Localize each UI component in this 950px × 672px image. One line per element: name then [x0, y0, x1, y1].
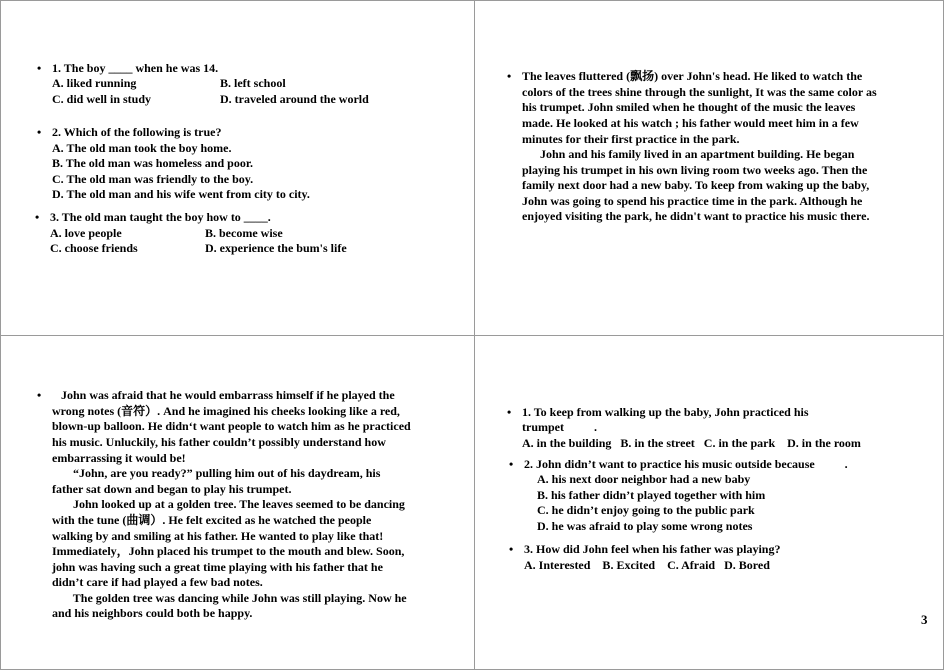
q2-top-option-c: C. The old man was friendly to the boy. — [52, 172, 254, 186]
q1-bottom-options: A. in the building B. in the street C. in the park D. in the room — [522, 436, 861, 450]
passage-right-line-9: John was going to spend his practice time in the park. Although he — [522, 194, 863, 208]
passage-bottom-line-5: embarrassing it would be! — [52, 451, 186, 465]
passage-bottom-line-6: “John, are you ready?” pulling him out of his daydream, his — [52, 466, 381, 480]
passage-bottom-line-9: with the tune (曲调）. He felt excited as he watched the people — [52, 513, 372, 527]
horizontal-divider — [0, 335, 944, 336]
bullet-q2-bottom: • — [509, 457, 514, 471]
bullet-q3-bottom: • — [509, 542, 514, 556]
bullet-q1-bottom: • — [507, 405, 512, 419]
passage-bottom-line-7: father sat down and began to play his trumpet. — [52, 482, 292, 496]
q2-bottom-option-c: C. he didn’t enjoy going to the public park — [537, 503, 755, 517]
passage-bottom-line-13: didn’t care if had played a few bad notes. — [52, 575, 263, 589]
page-number: 3 — [921, 612, 928, 627]
q2-bottom-option-d: D. he was afraid to play some wrong notes — [537, 519, 753, 533]
passage-bottom-line-12: john was having such a great time playing with his father that he — [52, 560, 383, 574]
q1-top-stem: 1. The boy ____ when he was 14. — [52, 61, 219, 75]
q2-top-option-b: B. The old man was homeless and poor. — [52, 156, 254, 170]
q1-top-option-b: B. left school — [220, 76, 286, 90]
passage-bottom-line-14: The golden tree was dancing while John was still playing. Now he — [52, 591, 407, 605]
passage-right-line-6: John and his family lived in an apartment building. He began — [522, 147, 855, 161]
q3-top-option-a: A. love people — [50, 226, 122, 240]
passage-bottom-line-3: blown-up balloon. He didn‘t want people to watch him as he practiced — [52, 419, 411, 433]
passage-right-line-5: minutes for their first practice in the park. — [522, 132, 740, 146]
passage-bottom-line-8: John looked up at a golden tree. The leaves seemed to be dancing — [52, 497, 405, 511]
q3-bottom-stem: 3. How did John feel when his father was playing? — [524, 542, 781, 556]
bullet-q3-top: • — [35, 210, 40, 224]
passage-right-line-10: enjoyed visiting the park, he didn't want to practice his music there. — [522, 209, 870, 223]
q2-top-option-a: A. The old man took the boy home. — [52, 141, 232, 155]
q1-top-option-a: A. liked running — [52, 76, 137, 90]
q2-bottom-stem: 2. John didn’t want to practice his music outside because . — [524, 457, 848, 471]
passage-right-line-3: his trumpet. John smiled when he thought of the music the leaves — [522, 100, 856, 114]
passage-right-line-1: The leaves fluttered (飘扬) over John's head. He liked to watch the — [522, 69, 863, 83]
q3-top-option-c: C. choose friends — [50, 241, 138, 255]
q3-top-option-d: D. experience the bum's life — [205, 241, 347, 255]
q1-bottom-stem: 1. To keep from walking up the baby, John practiced his — [522, 405, 809, 419]
passage-bottom-line-10: walking by and smiling at his father. He wanted to play like that! — [52, 529, 384, 543]
q3-top-stem: 3. The old man taught the boy how to ____. — [50, 210, 271, 224]
bullet-q1-top: • — [37, 61, 42, 75]
q2-top-stem: 2. Which of the following is true? — [52, 125, 222, 139]
passage-bottom-line-4: his music. Unluckily, his father couldn’t possibly understand how — [52, 435, 386, 449]
q3-top-option-b: B. become wise — [205, 226, 283, 240]
q1-top-option-c: C. did well in study — [52, 92, 152, 106]
q2-bottom-option-b: B. his father didn’t played together with him — [537, 488, 766, 502]
passage-right-line-8: family next door had a new baby. To keep from waking up the baby, — [522, 178, 870, 192]
passage-bottom-line-15: and his neighbors could both be happy. — [52, 606, 253, 620]
passage-bottom-line-11: Immediately，John placed his trumpet to the mouth and blew. Soon, — [52, 544, 405, 558]
passage-bottom-line-1: John was afraid that he would embarrass himself if he played the — [52, 388, 395, 402]
q1-top-option-d: D. traveled around the world — [220, 92, 369, 106]
bullet-q2-top: • — [37, 125, 42, 139]
passage-right-line-4: made. He looked at his watch ; his father would meet him in a few — [522, 116, 859, 130]
q2-top-option-d: D. The old man and his wife went from city to city. — [52, 187, 310, 201]
q1-bottom-stem-cont: trumpet . — [522, 420, 597, 434]
passage-bottom-line-2: wrong notes (音符）. And he imagined his cheeks looking like a red, — [52, 404, 400, 418]
passage-right-line-2: colors of the trees shine through the sunlight, It was the same color as — [522, 85, 877, 99]
passage-right-line-7: playing his trumpet in his own living room two weeks ago. Then the — [522, 163, 868, 177]
q3-bottom-options: A. Interested B. Excited C. Afraid D. Bored — [524, 558, 770, 572]
bullet-passage-bottom: • — [37, 388, 42, 402]
q2-bottom-option-a: A. his next door neighbor had a new baby — [537, 472, 751, 486]
bullet-passage-right: • — [507, 69, 512, 83]
